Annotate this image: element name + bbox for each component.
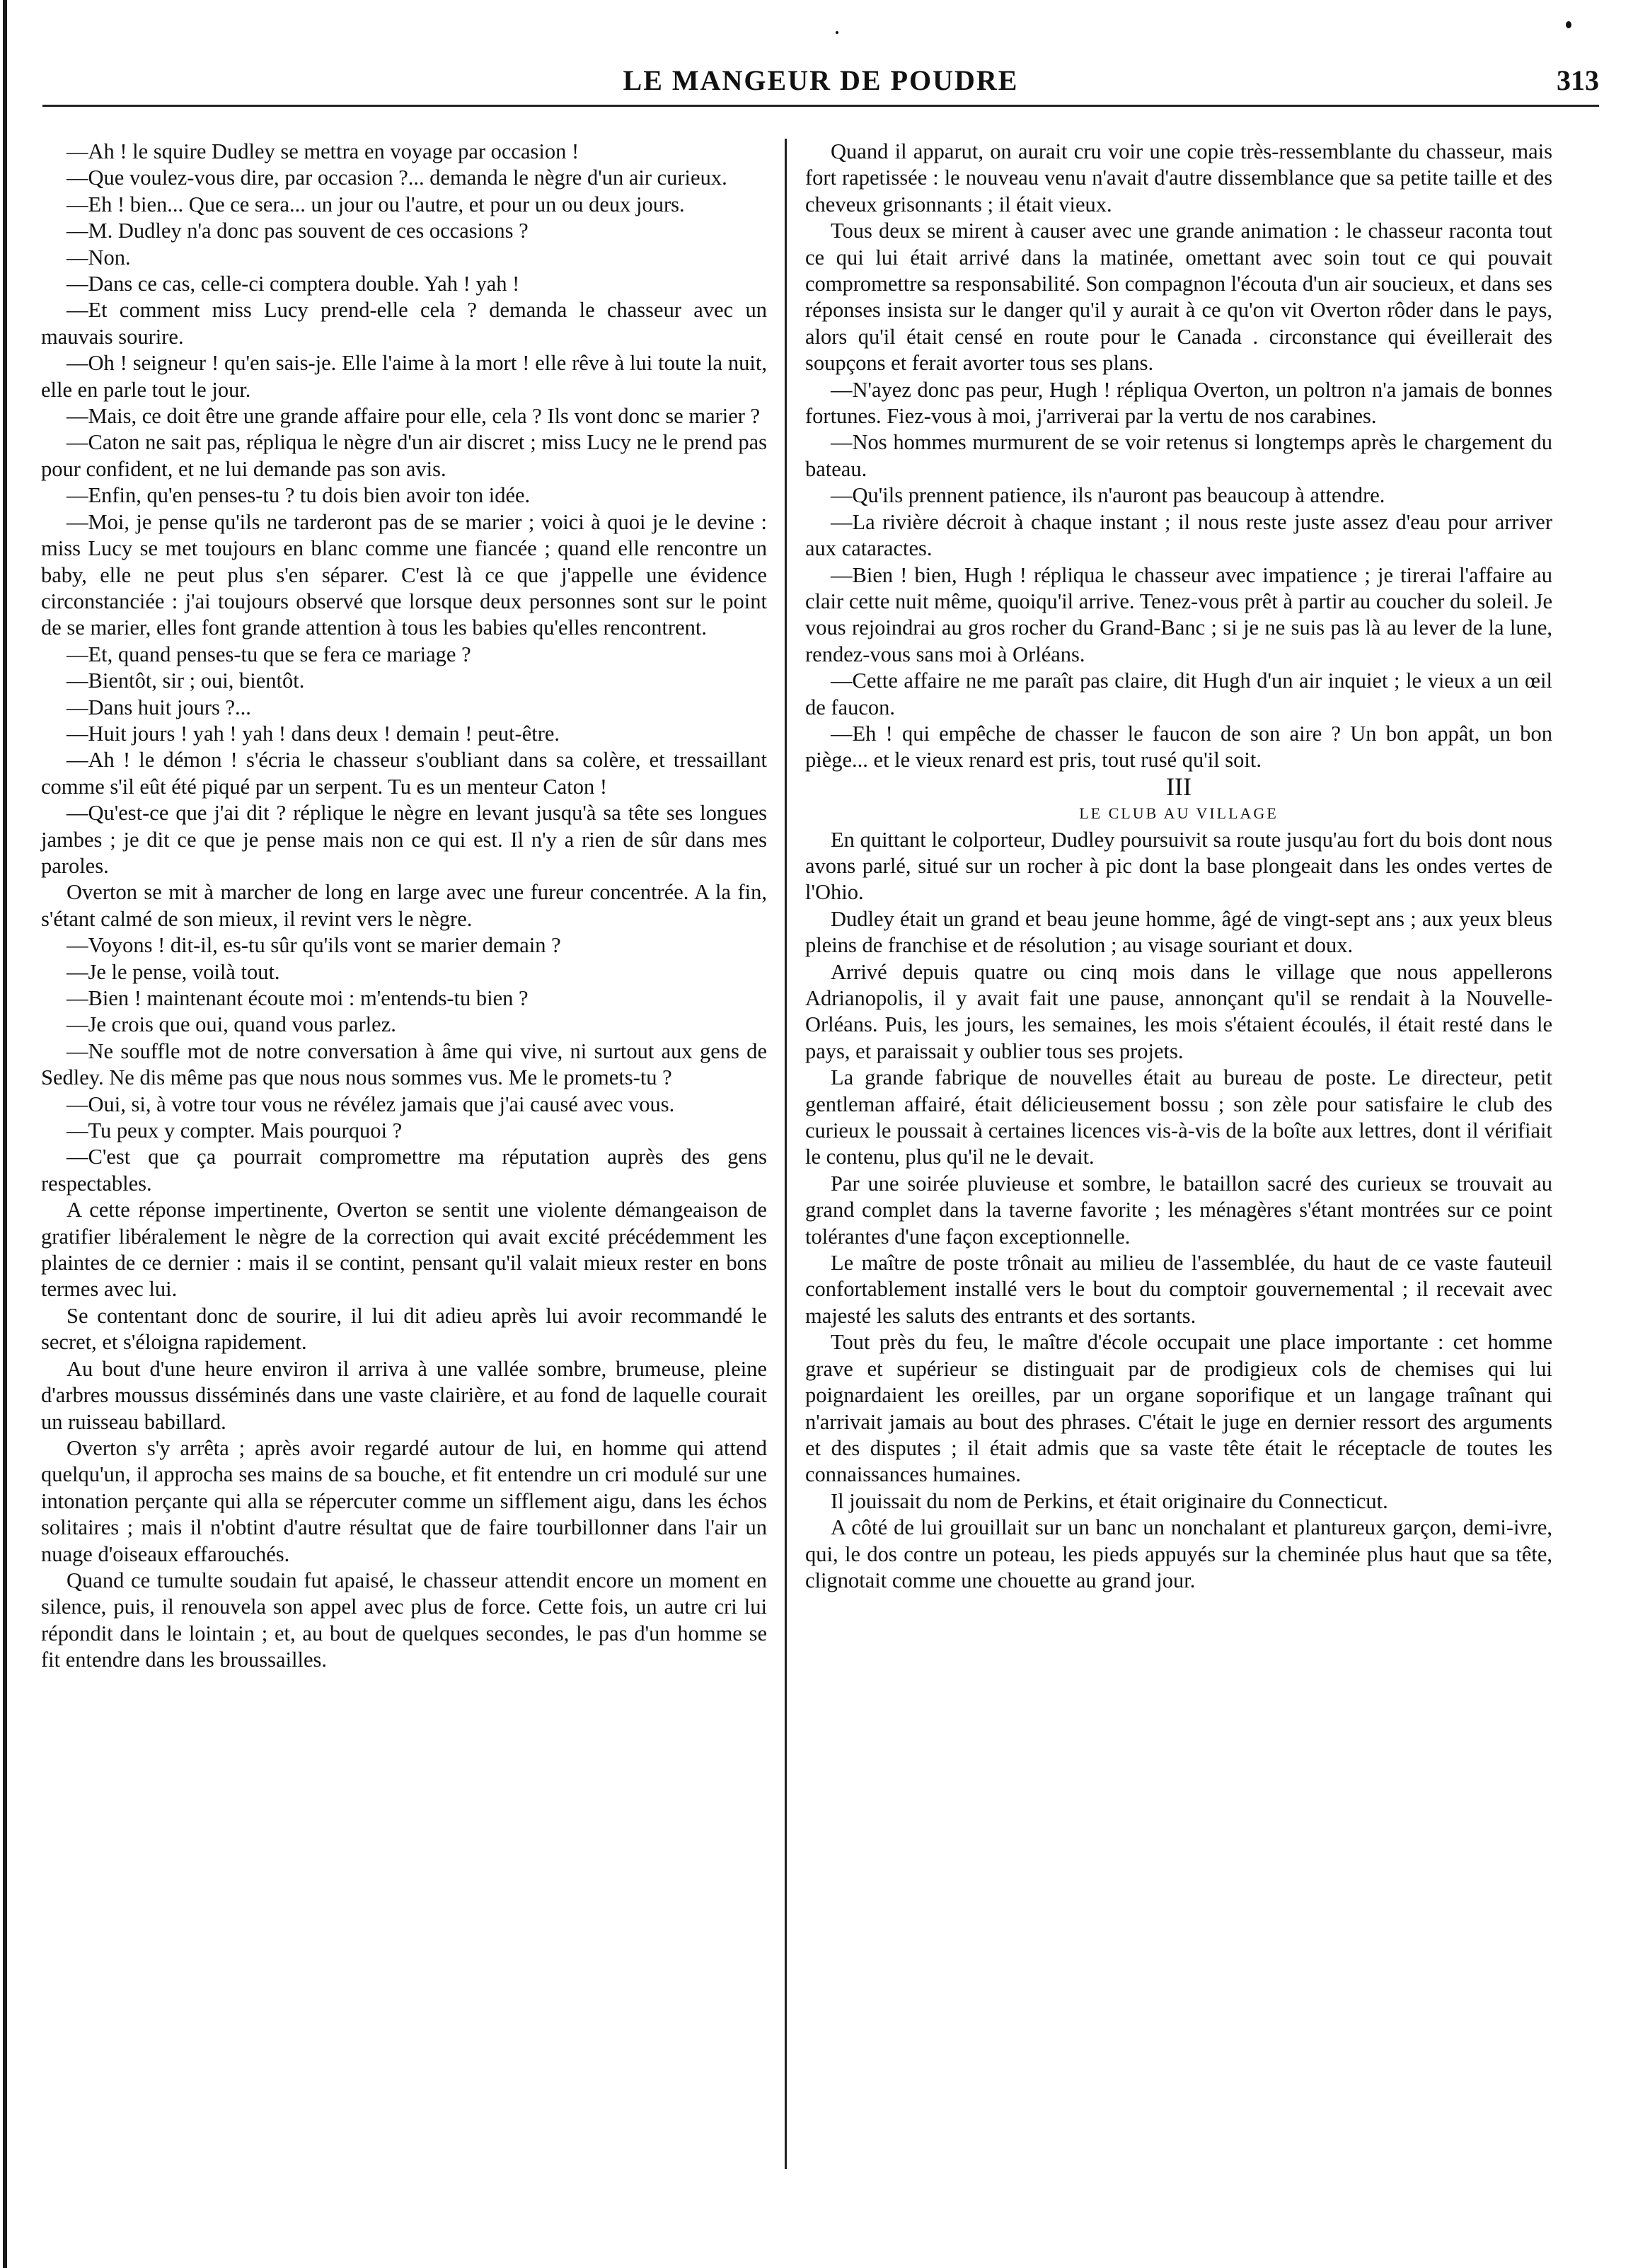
paragraph: —Eh ! bien... Que ce sera... un jour ou l'autre, et pour un ou deux jours. [67,192,685,216]
paragraph: —Cette affaire ne me paraît pas claire, dit Hugh d'un air inquiet ; le vieux a un œil de faucon. [805,669,1552,719]
paragraph: Se contentant donc de sourire, il lui dit adieu après lui avoir recommandé le secret, et s'éloigna rapidement. [41,1303,767,1355]
page-header [42,64,1599,106]
binding-edge [3,0,7,2268]
running-title: LE MANGEUR DE POUDRE [623,64,1019,96]
section-title: LE CLUB AU VILLAGE [1079,804,1279,823]
paragraph: —Dans ce cas, celle-ci comptera double. Yah ! yah ! [67,272,520,296]
paragraph: Arrivé depuis quatre ou cinq mois dans le village que nous appellerons Adrianopolis, il y avait fait une pause, annonçant qu'il se rendait à la Nouvelle-Orléans. Puis, les jours, les semaines, les mois s'étaient écoulés, il était resté dans le pays, et paraissait y oublier tous ses projets. [805,959,1552,1063]
paragraph: —Je le pense, voilà tout. [67,959,280,984]
paragraph: —C'est que ça pourrait compromettre ma réputation auprès des gens respectables. [41,1145,767,1196]
paragraph: —Ah ! le démon ! s'écria le chasseur s'oubliant dans sa colère, et tressaillant comme s'il eût été piqué par un serpent. Tu es un menteur Caton ! [41,748,767,799]
paragraph: A côté de lui grouillait sur un banc un nonchalant et plantureux garçon, demi-ivre, qui, le dos contre un poteau, les pieds appuyés sur la cheminée plus haut que sa tête, clignotait comme une chouette au grand jour. [805,1515,1552,1592]
paragraph: —M. Dudley n'a donc pas souvent de ces occasions ? [67,219,529,243]
header-rule [42,105,1599,107]
paragraph: —Qu'est-ce que j'ai dit ? réplique le nègre en levant jusqu'à sa tête ses longues jambes ; je dit ce que je pense mais non ce qui est. Il n'y a rien de sûr dans mes paroles. [41,801,767,878]
paragraph: —Nos hommes murmurent de se voir retenus si longtemps après le chargement du bateau. [805,430,1552,481]
right-column [805,139,1552,1594]
paragraph: Quand ce tumulte soudain fut apaisé, le chasseur attendit encore un moment en silence, puis, il renouvela son appel avec plus de force. Cette fois, un autre cri lui répondit dans le lointain ; et, au bout de quelques secondes, le pas d'un homme se fit entendre dans les broussailles. [41,1568,767,1672]
paragraph: —Bien ! bien, Hugh ! répliqua le chasseur avec impatience ; je tirerai l'affaire au clair cette nuit même, quoiqu'il arrive. Tenez-vous prêt à partir au coucher du soleil. Je vous rejoindrai au gros rocher du Grand-Banc ; si je ne suis pas là au lever de la lune, rendez-vous sans moi à Orléans. [805,562,1552,666]
paragraph: —Huit jours ! yah ! yah ! dans deux ! demain ! peut-être. [67,721,560,746]
paragraph: —Et comment miss Lucy prend-elle cela ? demanda le chasseur avec un mauvais sourire. [41,298,767,349]
paragraph: Le maître de poste trônait au milieu de l'assemblée, du haut de ce vaste fauteuil confortablement installé vers le bout du comptoir gouvernemental ; il recevait avec majesté les saluts des entrants et des sortants. [805,1251,1552,1328]
paragraph: Au bout d'une heure environ il arriva à une vallée sombre, brumeuse, pleine d'arbres moussus disséminés dans une vaste clairière, et au fond de laquelle courait un ruisseau babillard. [41,1356,767,1434]
paragraph: —Qu'ils prennent patience, ils n'auront pas beaucoup à attendre. [831,483,1385,508]
paragraph: La grande fabrique de nouvelles était au bureau de poste. Le directeur, petit gentleman affairé, était délicieusement bossu ; son zèle pour satisfaire le club des curieux le poussait à certaines licences vis-à-vis de la boîte aux lettres, dont il vérifiait le contenu, plus qu'il ne le devait. [805,1065,1552,1169]
paragraph: —La rivière décroit à chaque instant ; il nous reste juste assez d'eau pour arriver aux cataractes. [805,509,1552,561]
paragraph: —Eh ! qui empêche de chasser le faucon de son aire ? Un bon appât, un bon piège... et le vieux renard est pris, tout rusé qu'il soit. [805,721,1552,773]
paragraph: —Bien ! maintenant écoute moi : m'entends-tu bien ? [67,986,529,1010]
paragraph: —N'ayez donc pas peur, Hugh ! répliqua Overton, un poltron n'a jamais de bonnes fortunes. Fiez-vous à moi, j'arriverai par la vertu de nos carabines. [805,377,1552,429]
column-divider [785,139,787,2169]
print-speck [836,31,838,34]
paragraph: —Non. [67,245,131,270]
right-column-lower-text [805,827,1552,1595]
paragraph: Tout près du feu, le maître d'école occupait une place importante : cet homme grave et supérieur se distinguait par de prodigieux cols de chemises qui lui poignardaient les oreilles, par un organe soporifique et un langage traînant qui n'arrivait jamais au bout des phrases. C'était le juge en dernier ressort des arguments et des disputes ; il était admis que sa vaste tête était le réceptacle de toutes les connaissances humaines. [805,1330,1552,1487]
paragraph: —Ne souffle mot de notre conversation à âme qui vive, ni surtout aux gens de Sedley. Ne dis même pas que nous nous sommes vus. Me le promets-tu ? [41,1038,767,1090]
paragraph: Par une soirée pluvieuse et sombre, le bataillon sacré des curieux se trouvait au grand complet dans la taverne favorite ; les ménagères s'étant montrées sur ce point tolérantes d'une façon exceptionnelle. [805,1171,1552,1249]
right-column-upper-text [805,139,1552,774]
paragraph: —Oui, si, à votre tour vous ne révélez jamais que j'ai causé avec vous. [67,1092,675,1116]
left-column [41,139,767,1674]
paragraph: Overton se mit à marcher de long en large avec une fureur concentrée. A la fin, s'étant calmé de son mieux, il revint vers le nègre. [41,880,767,931]
paragraph: —Et, quand penses-tu que se fera ce mariage ? [67,642,471,666]
paragraph: —Bientôt, sir ; oui, bientôt. [67,669,305,693]
paragraph: —Oh ! seigneur ! qu'en sais-je. Elle l'aime à la mort ! elle rêve à lui toute la nuit, elle en parle tout le jour. [41,351,767,402]
paragraph: —Ah ! le squire Dudley se mettra en voyage par occasion ! [67,139,579,163]
paragraph: —Caton ne sait pas, répliqua le nègre d'un air discret ; miss Lucy ne le prend pas pour confident, et ne lui demande pas son avis. [41,430,767,481]
paragraph: —Tu peux y compter. Mais pourquoi ? [67,1118,403,1143]
paragraph: Il jouissait du nom de Perkins, et était originaire du Connecticut. [831,1488,1388,1513]
paragraph: —Voyons ! dit-il, es-tu sûr qu'ils vont se marier demain ? [67,933,561,958]
paragraph: —Que voulez-vous dire, par occasion ?... demanda le nègre d'un air curieux. [67,166,727,190]
print-speck-corner [1566,21,1571,28]
paragraph: Overton s'y arrêta ; après avoir regardé autour de lui, en homme qui attend quelqu'un, il approcha ses mains de sa bouche, et fit entendre un cri modulé sur une intonation perçante qui alla se répercuter comme un sifflement aigu, dans les échos solitaires ; mais il n'obtint d'autre résultat que de faire tourbillonner dans l'air un nuage d'oiseaux effarouchés. [41,1435,767,1566]
paragraph: Quand il apparut, on aurait cru voir une copie très-ressemblante du chasseur, mais fort rapetissée : le nouveau venu n'avait d'autre dissemblance que sa petite taille et des cheveux grisonnants ; il était vieux. [805,139,1552,216]
section-number: III [1166,772,1192,801]
paragraph: En quittant le colporteur, Dudley poursuivit sa route jusqu'au fort du bois dont nous avons parlé, situé sur un rocher à pic dont la base plongeait dans les ondes vertes de l'Ohio. [805,827,1552,905]
paragraph: Tous deux se mirent à causer avec une grande animation : le chasseur raconta tout ce qui lui était arrivé dans la matinée, omettant avec soin tout ce qui pouvait compromettre sa responsabilité. Son compagnon l'écouta d'un air soucieux, et dans ses réponses insista sur le danger qu'il y aurait à ce qu'on vit Overton rôder dans le pays, alors qu'il était censé en route pour le Canada . circonstance qui éveillerait des soupçons et ferait avorter tous ses plans. [805,219,1552,376]
page-number: 313 [1557,64,1599,96]
paragraph: —Moi, je pense qu'ils ne tarderont pas de se marier ; voici à quoi je le devine : miss Lucy se met toujours en blanc comme une fiancée ; quand elle rencontre un baby, elle ne peut plus s'en séparer. C'est là ce que j'appelle une évidence circonstanciée : j'ai toujours observé que lorsque deux personnes sont sur le point de se marier, elles font grande attention à tous les babies qu'elles rencontrent. [41,509,767,640]
paragraph: —Je crois que oui, quand vous parlez. [67,1012,396,1037]
paragraph: A cette réponse impertinente, Overton se sentit une violente démangeaison de gratifier libéralement le nègre de la correction qui avait excité précédemment les plaintes de ce dernier : mais il se contint, pensant qu'il valait mieux rester en bons termes avec lui. [41,1198,767,1302]
paragraph: Dudley était un grand et beau jeune homme, âgé de vingt-sept ans ; aux yeux bleus pleins de franchise et de résolution ; au visage souriant et doux. [805,906,1552,958]
paragraph: —Enfin, qu'en penses-tu ? tu dois bien avoir ton idée. [67,483,531,508]
paragraph: —Dans huit jours ?... [67,695,251,719]
paragraph: —Mais, ce doit être une grande affaire pour elle, cela ? Ils vont donc se marier ? [67,404,761,429]
